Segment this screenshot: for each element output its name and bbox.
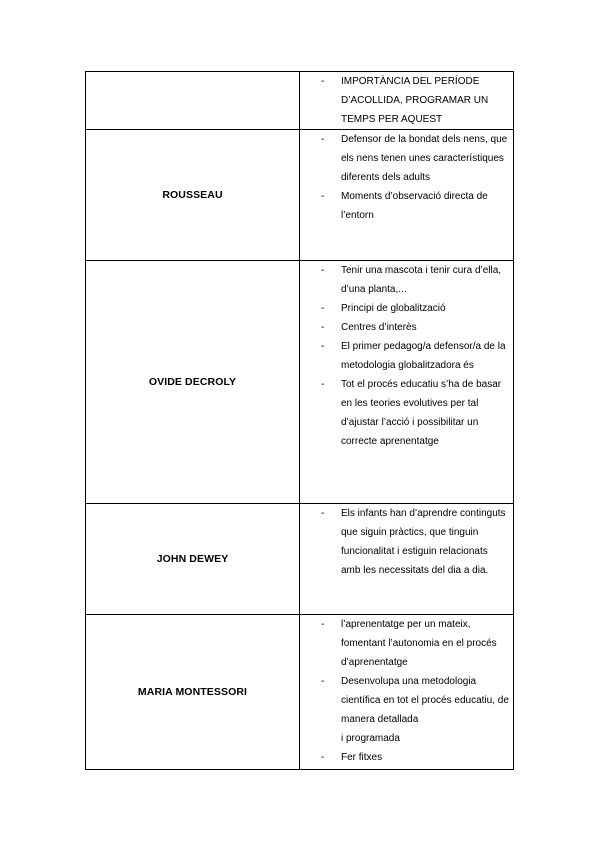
table-row (86, 615, 514, 770)
ideas-cell (300, 504, 514, 615)
pedagogue-name-cell (86, 615, 300, 770)
list-item: - Desenvolupa una metodologia científica en tot el procés educatiu, de manera detallada i programada (300, 672, 513, 748)
pedagogue-name-cell (86, 130, 300, 261)
list-item: - Defensor de la bondat dels nens, que els nens tenen unes característiques diferents dels adults (300, 130, 513, 187)
pedagogue-name-cell (86, 261, 300, 504)
list-item: - Tot el procés educatiu s’ha de basar en les teories evolutives per tal d’ajustar l’acció i possibilitar un correcte aprenentatge (300, 375, 513, 451)
list-item: - Fer fitxes (300, 748, 513, 767)
pedagogue-name: MARIA MONTESSORI (137, 686, 248, 698)
list-item: - Els infants han d’aprendre continguts que siguin pràctics, que tinguin funcionalitat i estiguin relacionats amb les necessitats del dia a dia. (300, 504, 513, 580)
pedagogue-name: ROUSSEAU (162, 189, 223, 201)
ideas-cell (300, 72, 514, 130)
ideas-list (300, 261, 513, 451)
pedagogue-name-cell (86, 504, 300, 615)
list-item: - Moments d’observació directa de l’entorn (300, 187, 513, 225)
list-item: - Principi de globalització (300, 299, 513, 318)
table-row (86, 130, 514, 261)
pedagogue-name: JOHN DEWEY (156, 553, 229, 565)
ideas-list (300, 504, 513, 580)
list-item: - Centres d’interès (300, 318, 513, 337)
list-item: - l’aprenentatge per un mateix, fomentant l’autonomia en el procés d’aprenentatge (300, 615, 513, 672)
ideas-cell (300, 261, 514, 504)
pedagogue-name-cell (86, 72, 300, 130)
list-item: - IMPORTÀNCIA DEL PERÍODE D’ACOLLIDA, PROGRAMAR UN TEMPS PER AQUEST (300, 72, 513, 129)
table-row (86, 504, 514, 615)
ideas-list (300, 130, 513, 225)
pedagogue-name: OVIDE DECROLY (148, 376, 237, 388)
pedagogues-table (85, 71, 514, 770)
list-item: - Tenir una mascota i tenir cura d’ella, d’una planta,... (300, 261, 513, 299)
ideas-list (300, 615, 513, 767)
ideas-cell (300, 130, 514, 261)
ideas-cell (300, 615, 514, 770)
table-row (86, 261, 514, 504)
list-item: - El primer pedagog/a defensor/a de la metodologia globalitzadora és (300, 337, 513, 375)
ideas-list (300, 72, 513, 129)
table-row (86, 72, 514, 130)
